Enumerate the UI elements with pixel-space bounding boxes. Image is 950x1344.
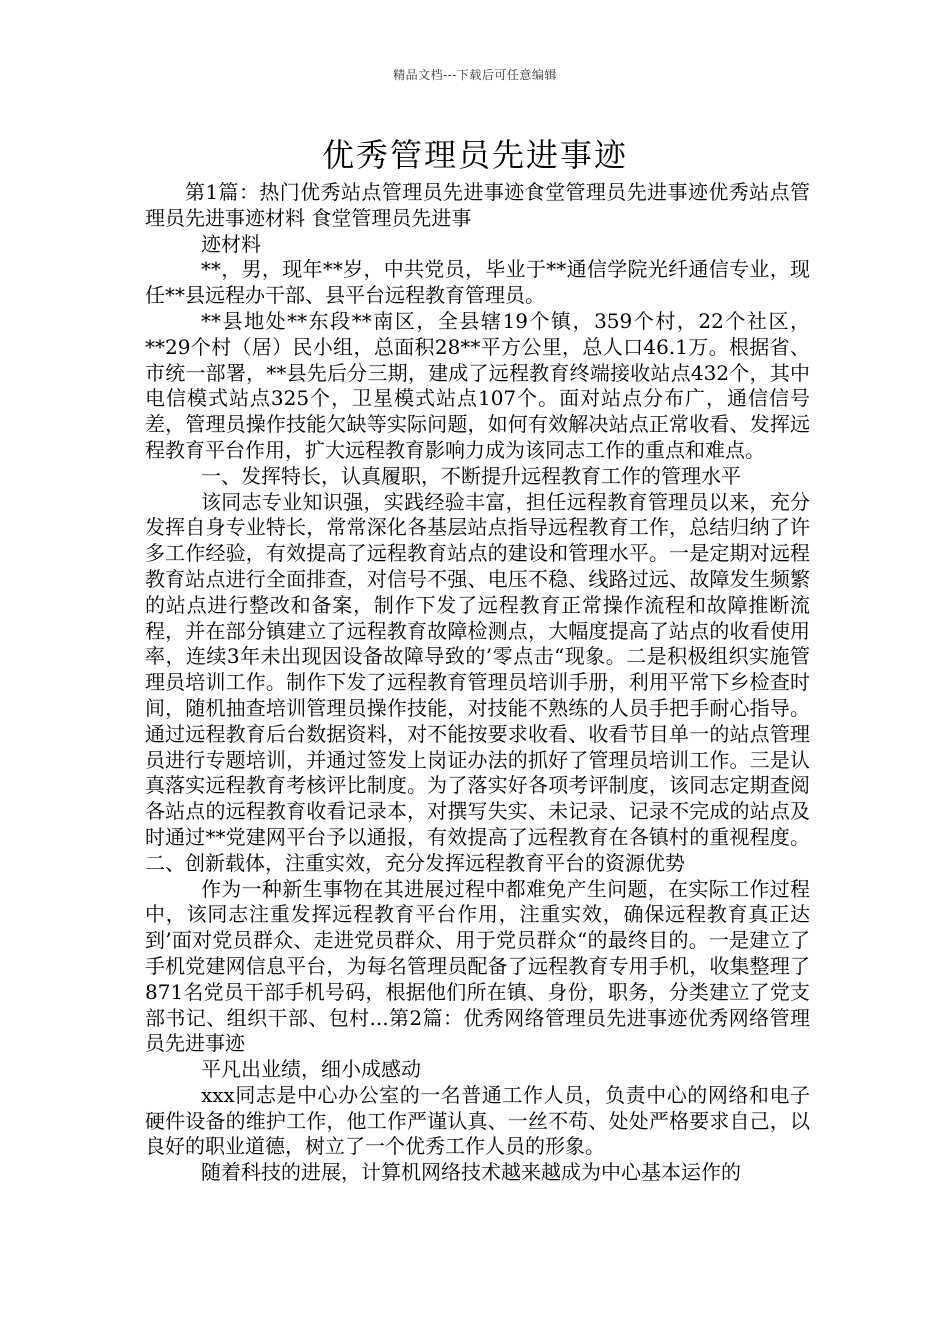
paragraph-expertise: 该同志专业知识强，实践经验丰富，担任远程教育管理员以来，充分发挥自身专业特长，常常深化各基层站点指导远程教育工作，总结归纳了许多工作经验，有效提高了远程教育站点的建设和管理水平。一是定期对远程教育站点进行全面排查，对信号不强、电压不稳、线路过远、故障发生频繁的站点进行整改和备案，制作下发了远程教育正常操作流程和故障推断流程，并在部分镇建立了远程教育故障检测点，大幅度提高了站点的收看使用率，连续3年未出现因设备故障导致的’零点击“现象。二是积极组织实施管理员培训工作。制作下发了远程教育管理员培训手册，利用平常下乡检查时间，随机抽查培训管理员操作技能，对技能不熟练的人员手把手耐心指导。通过远程教育后台数据资料，对不能按要求收看、收看节目单一的站点管理员进行专题培训，并通过签发上岗证办法的抓好了管理员培训工作。三是认真落实远程教育考核评比制度。为了落实好各项考评制度，该同志定期查阅各站点的远程教育收看记录本，对撰写失实、未记录、记录不完成的站点及时通过**党建网平台予以通报，有效提高了远程教育在各镇村的重视程度。 二、创新载体，注重实效，充分发挥远程教育平台的资源优势 <box>145 489 810 875</box>
paragraph-county-overview: **县地处**东段**南区，全县辖19个镇，359个村，22个社区，**29个村（居）民小组，总面积28**平方公里，总人口46.1万。根据省、市统一部署，**县先后分三期，建成了远程教育终端接收站点432个，其中电信模式站点325个，卫星模式站点107个。面对站点分布广，通信信号差，管理员操作技能欠缺等实际问题，如何有效解决站点正常收看、发挥远程教育平台作用，扩大远程教育影响力成为该同志工作的重点和难点。 <box>145 308 810 462</box>
header-note: 精品文档---下载后可任意编辑 <box>393 68 557 82</box>
paragraph-innovation: 作为一种新生事物在其进展过程中都难免产生问题，在实际工作过程中，该同志注重发挥远程教育平台作用，注重实效，确保远程教育真正达到’面对党员群众、走进党员群众、用于党员群众“的最终目的。一是建立了手机党建网信息平台，为每名管理员配备了远程教育专用手机，收集整理了871名党员干部手机号码，根据他们所在镇、身份，职务，分类建立了党支部书记、组织干部、包村...第2篇：优秀网络管理员先进事迹优秀网络管理员先进事迹 <box>145 876 810 1056</box>
paragraph-network-admin: xxx同志是中心办公室的一名普通工作人员，负责中心的网络和电子硬件设备的维护工作，他工作严谨认真、一丝不苟、处处严格要求自己，以良好的职业道德，树立了一个优秀工作人员的形象。 <box>145 1082 810 1159</box>
document-body <box>145 180 810 1186</box>
paragraph-intro: 第1篇：热门优秀站点管理员先进事迹食堂管理员先进事迹优秀站点管理员先进事迹材料 食堂管理员先进事 <box>145 180 810 230</box>
paragraph-heading-continuation: 迹材料 <box>201 231 261 256</box>
section-heading-one: 一、发挥特长，认真履职，不断提升远程教育工作的管理水平 <box>201 463 741 488</box>
section-heading-article-two: 平凡出业绩，细小成感动 <box>201 1057 421 1082</box>
paragraph-technology: 随着科技的进展，计算机网络技术越来越成为中心基本运作的 <box>201 1160 741 1185</box>
document-title: 优秀管理员先进事迹 <box>321 136 628 174</box>
paragraph-profile: **，男，现年**岁，中共党员，毕业于**通信学院光纤通信专业，现任**县远程办干部、县平台远程教育管理员。 <box>145 257 810 308</box>
